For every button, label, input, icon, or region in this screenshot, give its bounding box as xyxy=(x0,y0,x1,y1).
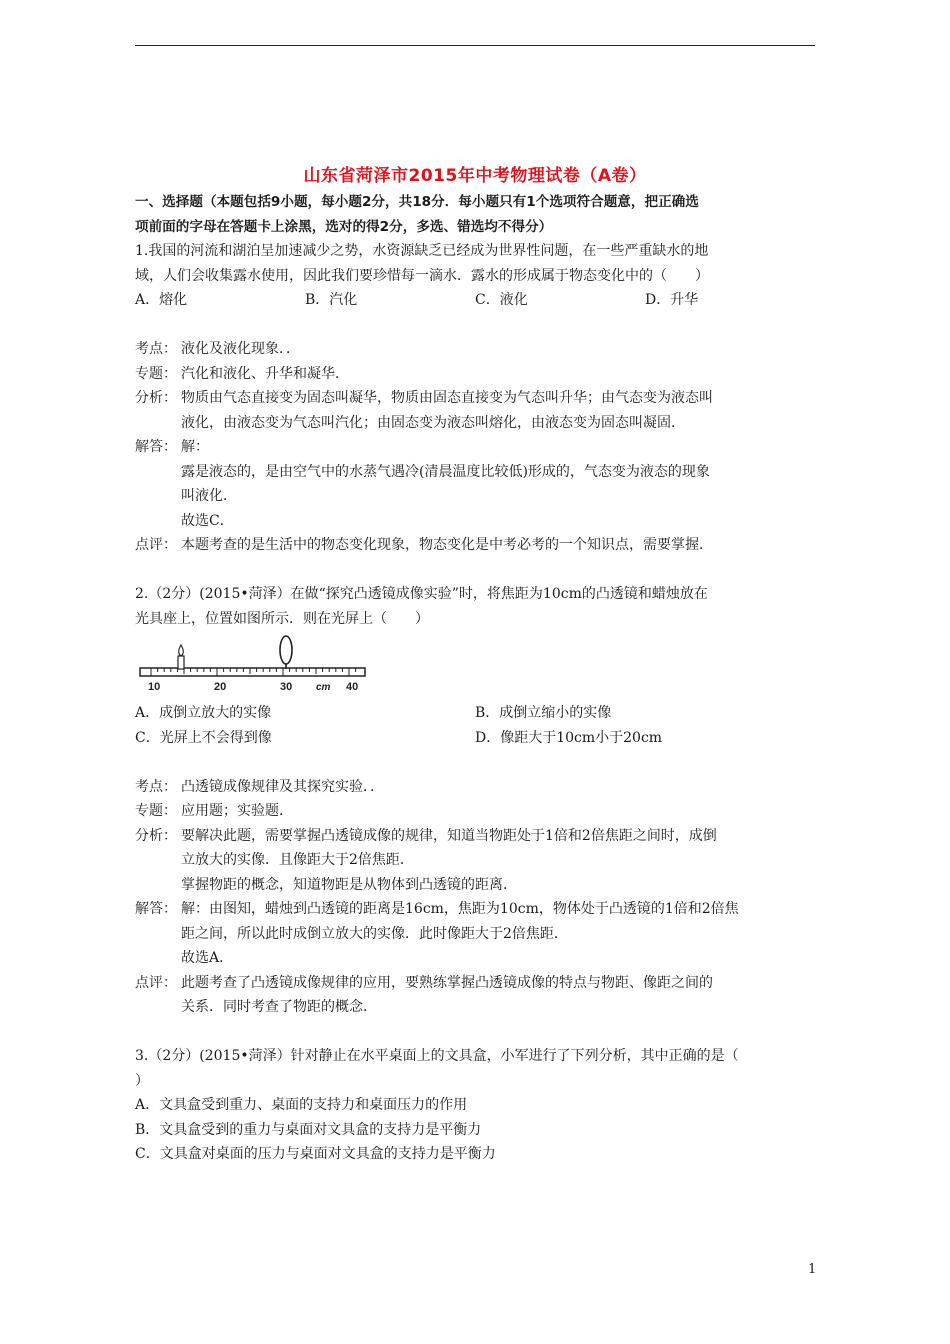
q2-option-c: C．光屏上不会得到像 xyxy=(135,729,272,746)
bench-bar xyxy=(140,668,365,676)
q3-option-c: C．文具盒对桌面的压力与桌面对文具盒的支持力是平衡力 xyxy=(135,1146,496,1162)
optical-bench-figure xyxy=(138,633,370,695)
q2-option-b: B．成倒立缩小的实像 xyxy=(475,705,612,721)
q1-jieda: 解答： 解： xyxy=(135,439,209,455)
q2-answer: 故选A． xyxy=(181,950,234,966)
q2-dianping: 点评： 此题考查了凸透镜成像规律的应用，要熟练掌握凸透镜成像的特点与物距、像距之间的 xyxy=(135,974,713,991)
q1-zhuanti: 专题： 汽化和液化、升华和凝华． xyxy=(135,365,349,382)
question-2 xyxy=(135,582,820,1020)
tick-label: 40 xyxy=(346,681,359,693)
tick-label: 30 xyxy=(280,681,293,693)
q2-jieda-line: 距之间，所以此时成倒立放大的实像．此时像距大于2倍焦距． xyxy=(181,925,568,942)
convex-lens-icon xyxy=(280,636,292,669)
q1-answer: 故选C． xyxy=(181,512,234,529)
q2-options-row2 xyxy=(135,726,820,751)
q1-options xyxy=(135,288,820,313)
q1-kaodian: 考点： 液化及液化现象．． xyxy=(135,341,300,357)
q1-fenxi: 分析： 物质由气态直接变为固态叫凝华，物质由固态直接变为气态叫升华；由气态变为液态叫 xyxy=(135,390,713,406)
q2-dianping-cont: 关系．同时考查了物距的概念． xyxy=(181,999,377,1015)
exam-content xyxy=(135,190,820,1167)
q2-fenxi-cont: 立放大的实像．且像距大于2倍焦距． xyxy=(181,852,414,868)
q1-option-d: D．升华 xyxy=(645,292,699,308)
unit-label: cm xyxy=(316,682,331,693)
q2-stem-line: 2.（2分）(2015•菏泽）在做“探究凸透镜成像实验”时，将焦距为10cm的凸透镜和蜡烛放在 xyxy=(135,586,708,602)
q2-fenxi: 分析： 要解决此题，需要掌握凸透镜成像的规律，知道当物距处于1倍和2倍焦距之间时，成倒 xyxy=(135,827,717,844)
q2-stem-line: 光具座上，位置如图所示．则在光屏上（ ） xyxy=(135,610,429,627)
question-1 xyxy=(135,239,820,558)
q1-dianping: 点评： 本题考查的是生活中的物态变化现象，物态变化是中考必考的一个知识点，需要掌握． xyxy=(135,537,713,553)
section-heading: 一、选择题（本题包括9小题，每小题2分，共18分．每小题只有1个选项符合题意，把正确选 项前面的字母在答题卡上涂黑，选对的得2分，多选、错选均不得分） xyxy=(135,194,699,235)
page-number: 1 xyxy=(808,1262,817,1277)
question-3 xyxy=(135,1044,820,1167)
q2-kaodian: 考点： 凸透镜成像规律及其探究实验．． xyxy=(135,778,384,795)
q2-options-row1 xyxy=(135,701,820,726)
exam-title: 山东省菏泽市2015年中考物理试卷（A卷） xyxy=(303,166,647,186)
header-rule xyxy=(135,45,815,46)
tick-label: 20 xyxy=(214,681,227,693)
q1-fenxi-cont: 液化，由液态变为气态叫汽化；由固态变为液态叫熔化，由液态变为固态叫凝固． xyxy=(181,414,685,431)
candle-icon xyxy=(178,645,184,669)
q1-stem-line: 域，人们会收集露水使用，因此我们要珍惜每一滴水．露水的形成属于物态变化中的（ ） xyxy=(135,267,709,284)
tick-label: 10 xyxy=(148,681,161,693)
q2-option-d: D．像距大于10cm小于20cm xyxy=(475,729,663,746)
q2-jieda: 解答： 解：由图知，蜡烛到凸透镜的距离是16cm，焦距为10cm，物体处于凸透镜的1倍和2倍焦 xyxy=(135,901,739,917)
q2-zhuanti: 专题： 应用题；实验题． xyxy=(135,803,293,819)
q1-option-a: A．熔化 xyxy=(135,292,188,308)
q1-option-c: C．液化 xyxy=(475,292,528,308)
q2-option-a: A．成倒立放大的实像 xyxy=(135,705,272,721)
q2-fenxi-cont: 掌握物距的概念，知道物距是从物体到凸透镜的距离． xyxy=(181,876,517,893)
q3-option-b: B．文具盒受到的重力与桌面对文具盒的支持力是平衡力 xyxy=(135,1121,482,1138)
q3-stem-line: 3.（2分）(2015•菏泽）针对静止在水平桌面上的文具盒，小军进行了下列分析，其中正确的是（ xyxy=(135,1048,739,1064)
q3-option-a: A．文具盒受到重力、桌面的支持力和桌面压力的作用 xyxy=(135,1097,468,1113)
q1-option-b: B．汽化 xyxy=(305,292,358,308)
q3-stem-line: ） xyxy=(135,1072,149,1089)
q1-jieda-line: 叫液化． xyxy=(181,488,237,504)
q1-jieda-line: 露是液态的，是由空气中的水蒸气遇冷(清晨温度比较低)形成的，气态变为液态的现象 xyxy=(181,463,710,480)
q1-stem-line: 1.我国的河流和湖泊呈加速减少之势，水资源缺乏已经成为世界性问题，在一些严重缺水的地 xyxy=(135,243,709,259)
